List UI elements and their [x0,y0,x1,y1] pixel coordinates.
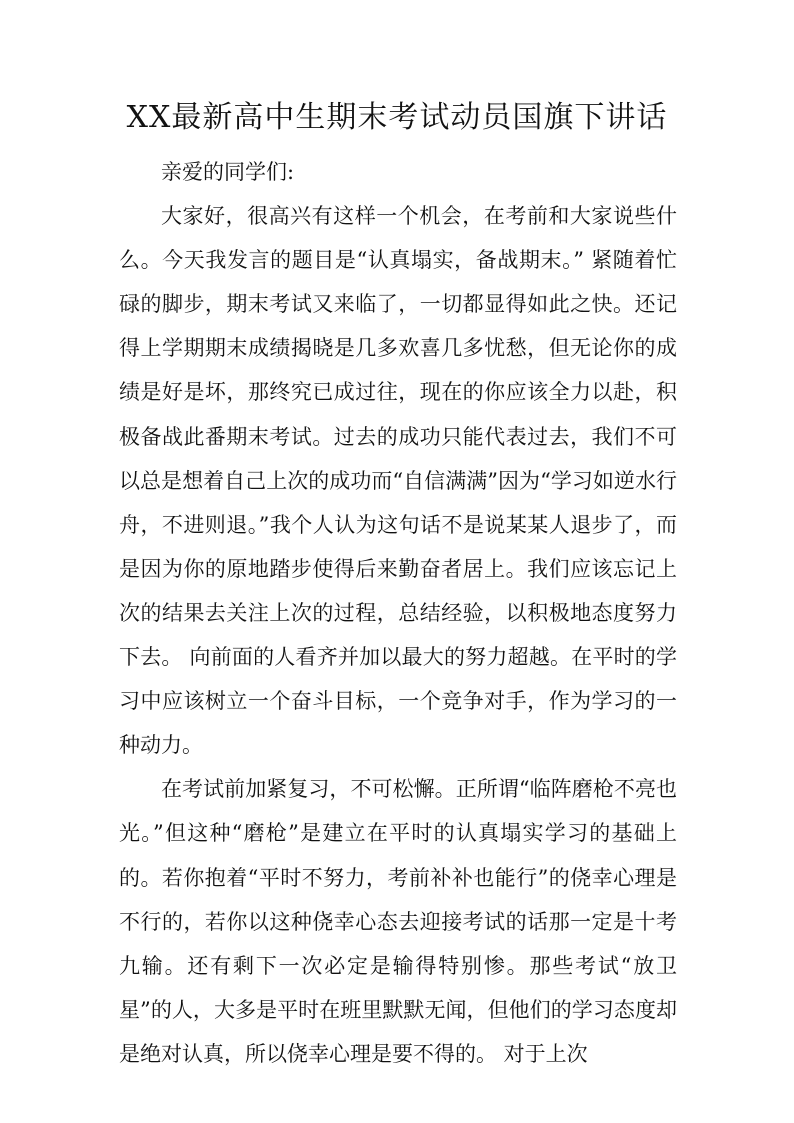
salutation-paragraph: 亲爱的同学们: [161,160,295,184]
document-body [119,150,677,1076]
body-paragraph: 在考试前加紧复习，不可松懈。正所谓“临阵磨枪不亮也光。”但这种“磨枪”是建立在平时的认真塌实学习的基础上的。若你抱着“平时不努力，考前补补也能行”的侥幸心理是不行的，若你以这种侥幸心态去迎接考试的话那一定是十考九输。还有剩下一次必定是输得特别惨。那些考试“放卫星”的人，大多是平时在班里默默无闻，但他们的学习态度却是绝对认真，所以侥幸心理是要不得的。 对于上次 [119,777,677,1066]
body-paragraph: 大家好，很高兴有这样一个机会，在考前和大家说些什么。今天我发言的题目是“认真塌实，备战期末。” 紧随着忙碌的脚步，期末考试又来临了，一切都显得如此之快。还记得上学期期末成绩揭晓是几多欢喜几多忧愁，但无论你的成绩是好是坏，那终究已成过往，现在的你应该全力以赴，积极备战此番期末考试。过去的成功只能代表过去，我们不可以总是想着自己上次的成功而“自信满满”因为“学习如逆水行舟，不进则退。”我个人认为这句话不是说某某人退步了，而是因为你的原地踏步使得后来勤奋者居上。我们应该忘记上次的结果去关注上次的过程，总结经验，以积极地态度努力下去。 向前面的人看齐并加以最大的努力超越。在平时的学习中应该树立一个奋斗目标，一个竞争对手，作为学习的一种动力。 [119,204,677,758]
document-title: XX最新高中生期末考试动员国旗下讲话 [126,100,668,135]
